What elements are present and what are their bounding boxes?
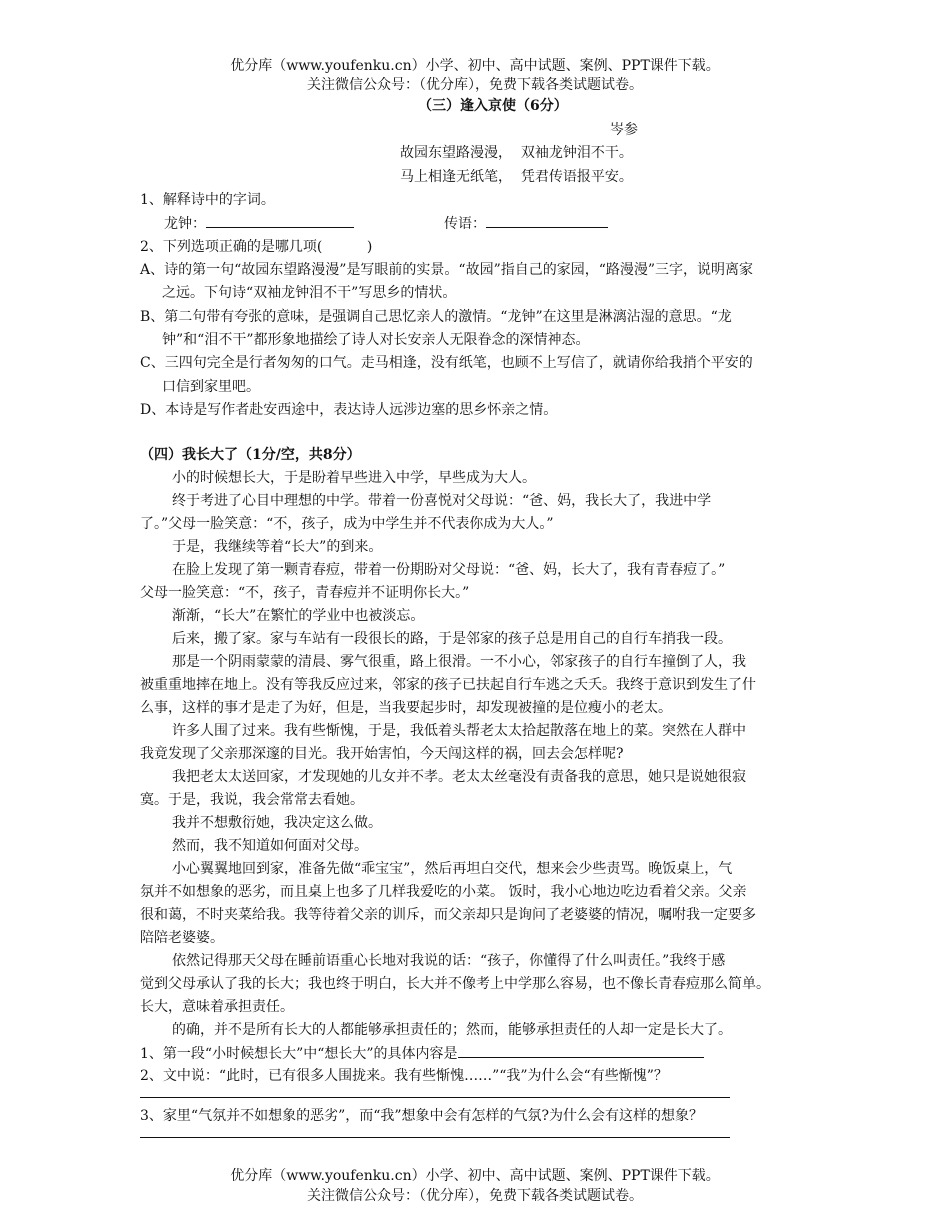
- header-line-2: 关注微信公众号：（优分库），免费下载各类试题试卷。: [307, 77, 643, 93]
- essay-line: 陪陪老婆婆。: [140, 930, 224, 946]
- essay-line: 被重重地摔在地上。没有等我反应过来，邻家的孩子已扶起自行车逃之夭夭。我终于意识到发生了什: [140, 677, 756, 693]
- essay-line: 许多人围了过来。我有些惭愧，于是，我低着头帮老太太拾起散落在地上的菜。突然在人群中: [172, 723, 746, 739]
- poem-line-2: 马上相逢无纸笔， 凭君传语报平安。: [400, 169, 633, 185]
- poem-author: 岑参: [610, 122, 638, 138]
- poem-title: （三）逢入京使（6分）: [418, 98, 568, 114]
- question-2: 2、下列选项正确的是哪几项( ): [140, 239, 373, 255]
- option-c-line-2: 口信到家里吧。: [162, 379, 260, 395]
- label-longzhong: 龙钟：: [164, 216, 206, 232]
- header-line-1: 优分库（www.youfenku.cn）小学、初中、高中试题、案例、PPT课件下载。: [230, 58, 720, 74]
- essay-line: 寞。于是，我说，我会常常去看她。: [140, 792, 364, 808]
- essay-line: 依然记得那天父母在睡前语重心长地对我说的话：“孩子，你懂得了什么叫责任。”我终于感: [172, 953, 726, 969]
- answer-row-chuanyu: [444, 213, 608, 234]
- footer-line-1: 优分库（www.youfenku.cn）小学、初中、高中试题、案例、PPT课件下载。: [230, 1168, 720, 1184]
- essay-line: 父母一脸笑意：“不，孩子，青春痘并不证明你长大。”: [140, 585, 470, 601]
- essay-line: 小心翼翼地回到家，准备先做“乖宝宝”，然后再坦白交代，想来会少些责骂。晚饭桌上，气: [172, 861, 733, 877]
- question-1: 1、解释诗中的字词。: [140, 192, 275, 208]
- essay-line: 终于考进了心目中理想的中学。带着一份喜悦对父母说：“爸、妈，我长大了，我进中学: [172, 493, 712, 509]
- essay-line: 我并不想敷衍她，我决定这么做。: [172, 815, 382, 831]
- essay-line: 了。”父母一脸笑意：“不，孩子，成为中学生并不代表你成为大人。”: [140, 516, 554, 532]
- essay-line: 的确，并不是所有长大的人都能够承担责任的；然而，能够承担责任的人却一定是长大了。: [172, 1022, 732, 1038]
- essay-question-3: 3、家里“气氛并不如想象的恶劣”，而“我”想象中会有怎样的气氛?为什么会有这样的想象？: [140, 1108, 704, 1124]
- essay-question-1: 1、第一段“小时候想长大”中“想长大”的具体内容是: [140, 1046, 458, 1062]
- essay-line: 长大，意味着承担责任。: [140, 999, 294, 1015]
- essay-title: （四）我长大了（1分/空，共8分）: [140, 447, 361, 463]
- option-b-line-1: B、第二句带有夸张的意味，是强调自己思忆亲人的激情。“龙钟”在这里是淋漓沾湿的意思。“龙: [140, 309, 732, 325]
- essay-line: 氛并不如想象的恶劣，而且桌上也多了几样我爱吃的小菜。 饭时，我小心地边吃边看着父亲。父亲: [140, 884, 747, 900]
- essay-line: 渐渐，“长大”在繁忙的学业中也被淡忘。: [172, 608, 425, 624]
- option-c-line-1: C、三四句完全是行者匆匆的口气。走马相逢，没有纸笔，也顾不上写信了，就请你给我捎个平安的: [140, 355, 753, 371]
- option-a-line-2: 之远。下句诗“双袖龙钟泪不干”写思乡的情状。: [162, 285, 457, 301]
- essay-line: 我把老太太送回家，才发现她的儿女并不孝。老太太丝毫没有责备我的意思，她只是说她很寂: [172, 769, 746, 785]
- essay-question-2: 2、文中说：“此时，已有很多人围拢来。我有些惭愧……”“我”为什么会“有些惭愧”？: [140, 1068, 668, 1084]
- answer-blank-chuanyu[interactable]: [486, 213, 608, 228]
- essay-line: 很和蔼，不时夹菜给我。我等待着父亲的训斥，而父亲却只是询问了老婆婆的情况，嘱咐我一定要多: [140, 907, 756, 923]
- label-chuanyu: 传语：: [444, 216, 486, 232]
- answer-row-longzhong: [164, 213, 354, 234]
- essay-line: 觉到父母承认了我的长大；我也终于明白，长大并不像考上中学那么容易，也不像长青春痘那么简单。: [140, 976, 770, 992]
- essay-line: 么事，这样的事才是走了为好，但是，当我要起步时，却发现被撞的是位瘦小的老太。: [140, 700, 672, 716]
- option-b-line-2: 钟”和“泪不干”都形象地描绘了诗人对长安亲人无限眷念的深情神态。: [162, 332, 590, 348]
- option-a-line-1: A、诗的第一句“故园东望路漫漫”是写眼前的实景。“故园”指自己的家园，“路漫漫”三字，说明离家: [140, 262, 754, 278]
- answer-line-q3[interactable]: [140, 1137, 730, 1138]
- essay-line: 后来，搬了家。家与车站有一段很长的路，于是邻家的孩子总是用自己的自行车捎我一段。: [172, 631, 732, 647]
- essay-line: 那是一个阴雨蒙蒙的清晨、雾气很重，路上很滑。一不小心，邻家孩子的自行车撞倒了人，我: [172, 654, 746, 670]
- answer-blank-q1[interactable]: [458, 1043, 704, 1058]
- essay-line: 小的时候想长大，于是盼着早些进入中学，早些成为大人。: [172, 470, 536, 486]
- answer-blank-longzhong[interactable]: [206, 213, 354, 228]
- answer-line-q2[interactable]: [140, 1097, 730, 1098]
- essay-line: 然而，我不知道如何面对父母。: [172, 838, 368, 854]
- essay-line: 于是，我继续等着“长大”的到来。: [172, 539, 383, 555]
- option-d: D、本诗是写作者赴安西途中，表达诗人远涉边塞的思乡怀亲之情。: [140, 402, 558, 418]
- essay-line: 在脸上发现了第一颗青春痘，带着一份期盼对父母说：“爸、妈，长大了，我有青春痘了。”: [172, 562, 726, 578]
- poem-line-1: 故园东望路漫漫， 双袖龙钟泪不干。: [400, 145, 633, 161]
- footer-line-2: 关注微信公众号：（优分库），免费下载各类试题试卷。: [307, 1188, 643, 1204]
- essay-line: 我竟发现了父亲那深邃的目光。我开始害怕，今天闯这样的祸，回去会怎样呢?: [140, 746, 624, 762]
- essay-question-1-row: [140, 1043, 704, 1064]
